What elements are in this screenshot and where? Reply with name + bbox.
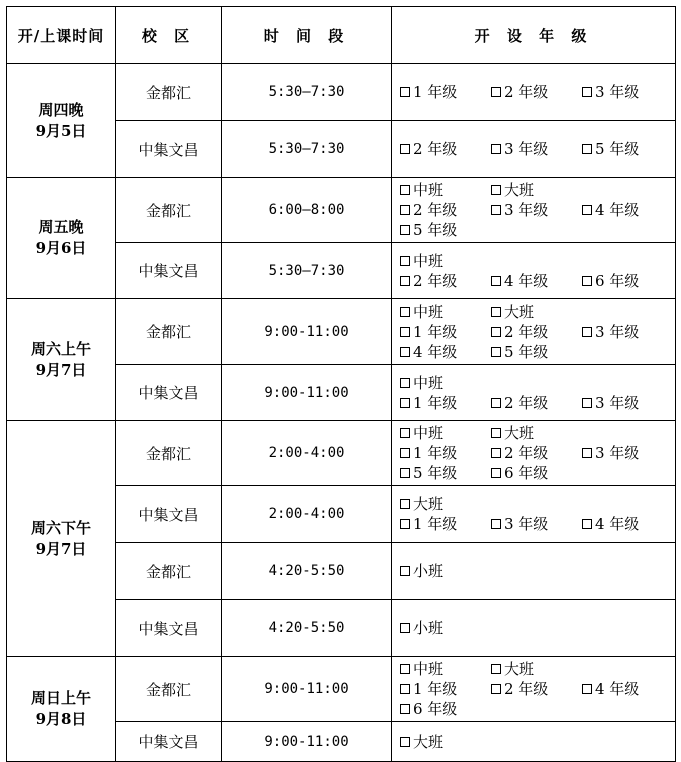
- grade-label: 大班: [413, 495, 444, 513]
- grade-label: 3 年级: [595, 393, 640, 412]
- grade-option[interactable]: [400, 659, 491, 679]
- checkbox-icon[interactable]: [400, 347, 410, 357]
- grade-option[interactable]: [582, 393, 672, 413]
- grade-line: [400, 514, 675, 534]
- grade-option[interactable]: [491, 659, 582, 679]
- checkbox-icon[interactable]: [400, 307, 410, 317]
- table-row: [7, 64, 676, 121]
- checkbox-icon[interactable]: [400, 684, 410, 694]
- grade-label: 5 年级: [595, 140, 640, 158]
- grade-option[interactable]: [400, 251, 491, 271]
- time-period-cell: 9:00-11:00: [222, 299, 392, 365]
- grade-line: [400, 443, 675, 463]
- grades-cell: [392, 299, 676, 365]
- grade-option[interactable]: [582, 271, 672, 291]
- grade-label: 2 年级: [504, 393, 549, 412]
- grade-line: [400, 561, 675, 581]
- checkbox-icon[interactable]: [400, 519, 410, 529]
- session-day-cell: [7, 178, 116, 299]
- checkbox-icon[interactable]: [491, 468, 501, 478]
- session-day-cell: [7, 421, 116, 657]
- grade-option[interactable]: [400, 302, 491, 322]
- grade-label: 6 年级: [413, 700, 458, 718]
- grade-line: [400, 180, 675, 200]
- checkbox-icon[interactable]: [582, 205, 592, 215]
- grade-label: 4 年级: [595, 201, 640, 219]
- checkbox-icon[interactable]: [400, 205, 410, 215]
- grade-option[interactable]: [400, 200, 491, 220]
- grade-label: 3 年级: [504, 201, 549, 219]
- grade-option[interactable]: [400, 699, 491, 719]
- grade-option[interactable]: [400, 373, 491, 393]
- grade-option[interactable]: [400, 514, 491, 534]
- grade-label: 4 年级: [595, 680, 640, 698]
- grade-line: [400, 618, 675, 638]
- checkbox-icon[interactable]: [400, 185, 410, 195]
- grade-label: 3 年级: [595, 83, 640, 101]
- header-grades: 开 设 年 级: [392, 7, 676, 64]
- campus-cell: 金都汇: [116, 178, 222, 243]
- session-date: 9月8日: [35, 710, 87, 728]
- grade-option[interactable]: [582, 514, 672, 534]
- checkbox-icon[interactable]: [582, 327, 592, 337]
- campus-cell: 金都汇: [116, 543, 222, 600]
- grade-line: [400, 423, 675, 443]
- grade-label: 5 年级: [413, 221, 458, 239]
- campus-cell: 中集文昌: [116, 243, 222, 299]
- grade-label: 6 年级: [504, 464, 549, 482]
- grade-option[interactable]: [491, 271, 582, 291]
- grade-option[interactable]: [582, 679, 672, 699]
- grade-label: 1 年级: [413, 680, 458, 698]
- checkbox-icon[interactable]: [400, 623, 410, 633]
- checkbox-icon[interactable]: [400, 664, 410, 674]
- grade-line: [400, 463, 675, 483]
- grade-label: 1 年级: [413, 322, 458, 341]
- grade-label: 6 年级: [595, 271, 640, 290]
- header-row: [7, 7, 676, 64]
- grade-label: 1 年级: [413, 444, 458, 462]
- grade-label: 3 年级: [504, 515, 549, 533]
- session-date: 9月7日: [35, 539, 87, 558]
- header-time-label: 开/上课时间: [7, 7, 116, 64]
- time-period-cell: 4:20-5:50: [222, 543, 392, 600]
- grade-option[interactable]: [400, 618, 491, 638]
- grade-line: [400, 220, 675, 240]
- grades-cell: [392, 365, 676, 421]
- grade-option[interactable]: [400, 220, 491, 240]
- grade-option[interactable]: [582, 200, 672, 220]
- grade-option[interactable]: [400, 322, 491, 342]
- grade-label: 小班: [413, 562, 444, 580]
- grades-cell: [392, 543, 676, 600]
- grades-cell: [392, 657, 676, 722]
- grade-label: 5 年级: [504, 342, 549, 361]
- grade-label: 中班: [413, 251, 444, 270]
- grade-label: 大班: [504, 660, 535, 678]
- checkbox-icon[interactable]: [400, 398, 410, 408]
- campus-cell: 金都汇: [116, 299, 222, 365]
- grade-line: [400, 251, 675, 271]
- grade-option[interactable]: [491, 82, 582, 102]
- checkbox-icon[interactable]: [491, 307, 501, 317]
- grade-option[interactable]: [491, 514, 582, 534]
- grade-label: 5 年级: [413, 464, 458, 482]
- campus-cell: 中集文昌: [116, 722, 222, 762]
- schedule-table: [6, 6, 676, 762]
- checkbox-icon[interactable]: [491, 205, 501, 215]
- grade-line: [400, 302, 675, 322]
- grade-label: 中班: [413, 660, 444, 678]
- session-day-cell: [7, 657, 116, 762]
- time-period-cell: 2:00-4:00: [222, 486, 392, 543]
- time-period-cell: 4:20-5:50: [222, 600, 392, 657]
- grade-line: [400, 373, 675, 393]
- grade-option[interactable]: [491, 342, 582, 362]
- checkbox-icon[interactable]: [491, 347, 501, 357]
- grades-cell: [392, 486, 676, 543]
- checkbox-icon[interactable]: [582, 144, 592, 154]
- checkbox-icon[interactable]: [491, 327, 501, 337]
- table-row: [7, 178, 676, 243]
- grades-cell: [392, 722, 676, 762]
- grade-line: [400, 393, 675, 413]
- grade-line: [400, 659, 675, 679]
- campus-cell: 金都汇: [116, 421, 222, 486]
- grade-line: [400, 679, 675, 699]
- grade-option[interactable]: [582, 82, 672, 102]
- grade-option[interactable]: [400, 180, 491, 200]
- grade-option[interactable]: [491, 302, 582, 322]
- grade-label: 2 年级: [504, 83, 549, 101]
- grade-label: 4 年级: [595, 515, 640, 533]
- grades-cell: [392, 64, 676, 121]
- grade-option[interactable]: [491, 322, 582, 342]
- grade-label: 2 年级: [413, 201, 458, 219]
- checkbox-icon[interactable]: [491, 185, 501, 195]
- session-day: 周四晚: [38, 100, 84, 119]
- checkbox-icon[interactable]: [400, 144, 410, 154]
- checkbox-icon[interactable]: [400, 704, 410, 714]
- campus-cell: 中集文昌: [116, 600, 222, 657]
- grade-option[interactable]: [400, 443, 491, 463]
- campus-cell: 金都汇: [116, 64, 222, 121]
- grade-label: 大班: [413, 732, 444, 751]
- grade-option[interactable]: [400, 393, 491, 413]
- header-campus: 校 区: [116, 7, 222, 64]
- grade-label: 大班: [504, 302, 535, 321]
- grade-label: 2 年级: [413, 140, 458, 158]
- grade-option[interactable]: [400, 82, 491, 102]
- checkbox-icon[interactable]: [491, 428, 501, 438]
- checkbox-icon[interactable]: [400, 87, 410, 97]
- checkbox-icon[interactable]: [582, 276, 592, 286]
- checkbox-icon[interactable]: [582, 87, 592, 97]
- grade-option[interactable]: [491, 200, 582, 220]
- campus-cell: 中集文昌: [116, 365, 222, 421]
- grade-option[interactable]: [491, 463, 582, 483]
- schedule-body: [7, 64, 676, 762]
- grades-cell: [392, 243, 676, 299]
- grade-line: [400, 322, 675, 342]
- grade-line: [400, 494, 675, 514]
- grade-option[interactable]: [491, 679, 582, 699]
- campus-cell: 金都汇: [116, 657, 222, 722]
- time-period-cell: 6:00—8:00: [222, 178, 392, 243]
- checkbox-icon[interactable]: [491, 87, 501, 97]
- time-period-cell: 5:30—7:30: [222, 121, 392, 178]
- grade-label: 1 年级: [413, 515, 458, 533]
- campus-cell: 中集文昌: [116, 486, 222, 543]
- grade-line: [400, 271, 675, 291]
- checkbox-icon[interactable]: [400, 225, 410, 235]
- grade-option[interactable]: [582, 322, 672, 342]
- grade-label: 中班: [413, 181, 444, 199]
- session-day-cell: [7, 299, 116, 421]
- checkbox-icon[interactable]: [491, 448, 501, 458]
- checkbox-icon[interactable]: [582, 448, 592, 458]
- grade-label: 大班: [504, 424, 535, 442]
- grade-option[interactable]: [491, 423, 582, 443]
- grade-line: [400, 139, 675, 159]
- checkbox-icon[interactable]: [400, 499, 410, 509]
- grade-line: [400, 699, 675, 719]
- checkbox-icon[interactable]: [491, 684, 501, 694]
- grade-option[interactable]: [400, 561, 491, 581]
- grade-label: 大班: [504, 181, 535, 199]
- session-date: 9月5日: [35, 121, 87, 140]
- checkbox-icon[interactable]: [400, 428, 410, 438]
- session-date: 9月7日: [35, 360, 87, 379]
- grade-label: 中班: [413, 302, 444, 321]
- grade-option[interactable]: [400, 271, 491, 291]
- session-day: 周六上午: [30, 339, 91, 358]
- time-period-cell: 9:00-11:00: [222, 657, 392, 722]
- grade-label: 4 年级: [504, 271, 549, 290]
- grade-line: [400, 200, 675, 220]
- grade-option[interactable]: [400, 679, 491, 699]
- table-row: [7, 421, 676, 486]
- grade-option[interactable]: [400, 139, 491, 159]
- table-row: [7, 299, 676, 365]
- session-day: 周五晚: [38, 218, 84, 236]
- grade-option[interactable]: [491, 393, 582, 413]
- checkbox-icon[interactable]: [400, 276, 410, 286]
- session-day: 周日上午: [30, 689, 91, 707]
- grade-label: 中班: [413, 373, 444, 392]
- table-row: [7, 657, 676, 722]
- checkbox-icon[interactable]: [491, 276, 501, 286]
- checkbox-icon[interactable]: [400, 468, 410, 478]
- checkbox-icon[interactable]: [400, 327, 410, 337]
- grade-label: 2 年级: [504, 444, 549, 462]
- grade-label: 3 年级: [595, 444, 640, 462]
- grade-label: 1 年级: [413, 83, 458, 101]
- grade-option[interactable]: [582, 443, 672, 463]
- grades-cell: [392, 178, 676, 243]
- grades-cell: [392, 421, 676, 486]
- time-period-cell: 5:30—7:30: [222, 243, 392, 299]
- checkbox-icon[interactable]: [400, 378, 410, 388]
- time-period-cell: 2:00-4:00: [222, 421, 392, 486]
- header-period: 时 间 段: [222, 7, 392, 64]
- time-period-cell: 9:00-11:00: [222, 365, 392, 421]
- checkbox-icon[interactable]: [491, 664, 501, 674]
- session-day-cell: [7, 64, 116, 178]
- grade-label: 2 年级: [504, 680, 549, 698]
- grade-option[interactable]: [491, 180, 582, 200]
- checkbox-icon[interactable]: [582, 519, 592, 529]
- checkbox-icon[interactable]: [400, 566, 410, 576]
- checkbox-icon[interactable]: [491, 144, 501, 154]
- grades-cell: [392, 121, 676, 178]
- grade-line: [400, 82, 675, 102]
- grade-label: 1 年级: [413, 393, 458, 412]
- checkbox-icon[interactable]: [582, 684, 592, 694]
- grade-label: 小班: [413, 619, 444, 637]
- session-day: 周六下午: [30, 518, 91, 537]
- grade-label: 2 年级: [413, 271, 458, 290]
- checkbox-icon[interactable]: [582, 398, 592, 408]
- grade-label: 3 年级: [504, 140, 549, 158]
- grades-cell: [392, 600, 676, 657]
- grade-label: 中班: [413, 424, 444, 442]
- grade-option[interactable]: [400, 342, 491, 362]
- time-period-cell: 9:00-11:00: [222, 722, 392, 762]
- checkbox-icon[interactable]: [400, 737, 410, 747]
- grade-option[interactable]: [582, 139, 672, 159]
- time-period-cell: 5:30—7:30: [222, 64, 392, 121]
- checkbox-icon[interactable]: [400, 256, 410, 266]
- grade-option[interactable]: [400, 494, 491, 514]
- session-date: 9月6日: [35, 239, 87, 257]
- checkbox-icon[interactable]: [400, 448, 410, 458]
- grade-label: 4 年级: [413, 342, 458, 361]
- grade-option[interactable]: [491, 443, 582, 463]
- grade-line: [400, 342, 675, 362]
- checkbox-icon[interactable]: [491, 519, 501, 529]
- grade-option[interactable]: [400, 423, 491, 443]
- grade-label: 3 年级: [595, 322, 640, 341]
- grade-option[interactable]: [491, 139, 582, 159]
- grade-label: 2 年级: [504, 322, 549, 341]
- checkbox-icon[interactable]: [491, 398, 501, 408]
- grade-option[interactable]: [400, 463, 491, 483]
- campus-cell: 中集文昌: [116, 121, 222, 178]
